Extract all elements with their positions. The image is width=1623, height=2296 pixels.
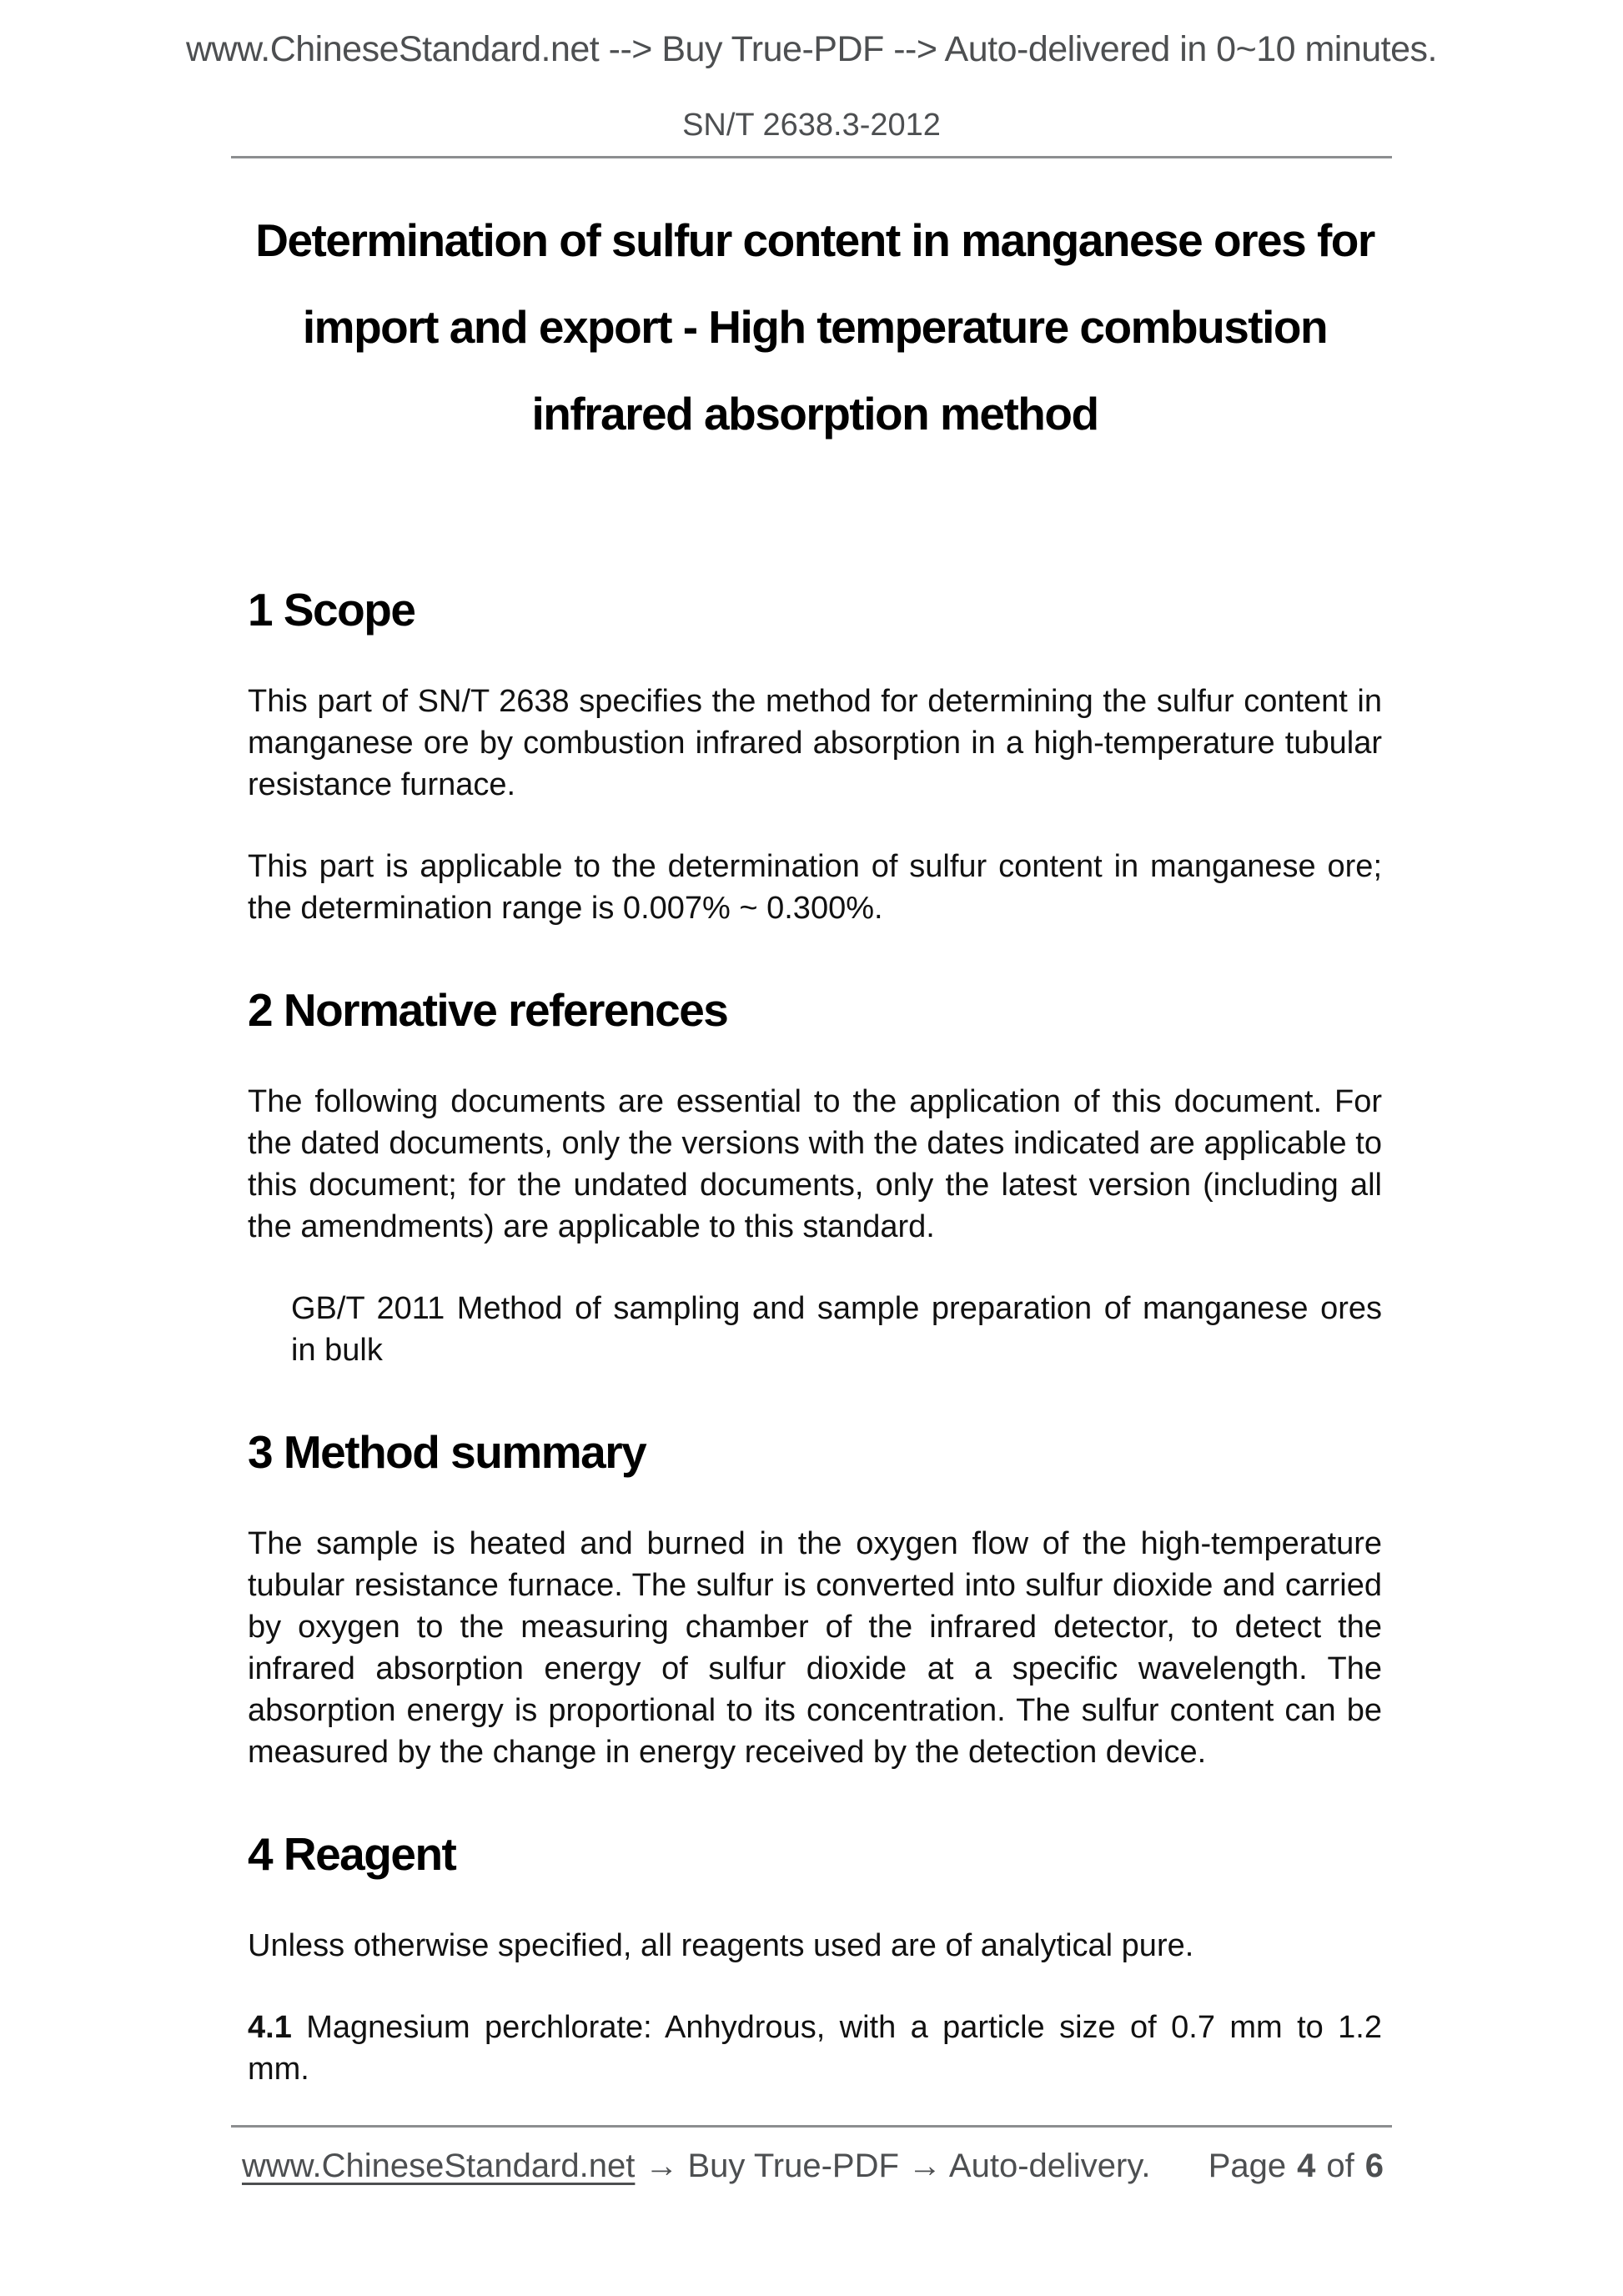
section-scope [248, 582, 1382, 929]
document-title [248, 197, 1382, 457]
section-normative-references [248, 982, 1382, 1371]
paragraph: Unless otherwise specified, all reagents used are of analytical pure. [248, 1928, 1194, 1963]
clause-text: Magnesium perchlorate: Anhydrous, with a particle size of 0.7 mm to 1.2 mm. [248, 2010, 1382, 2087]
footer-link[interactable]: www.ChineseStandard.net [242, 2148, 636, 2184]
page-footer [231, 2128, 1392, 2185]
title-line-3: infrared absorption method [531, 388, 1098, 440]
paragraph: This part is applicable to the determination of sulfur content in manganese ore; the determination range is 0.007% ~ 0.300%. [248, 849, 1382, 926]
paragraph: The sample is heated and burned in the oxygen flow of the high-temperature tubular resistance furnace. The sulfur is converted into sulfur dioxide and carried by oxygen to the measuring chamber of the infrared detector, to detect the infrared absorption energy of sulfur dioxide at a specific wavelength. The absorption energy is proportional to its concentration. The sulfur content can be measured by the change in energy received by the detection device. [248, 1526, 1382, 1770]
footer-left [242, 2148, 1151, 2185]
section-heading-method-summary: 3 Method summary [248, 1426, 646, 1478]
page-label: Page [1208, 2148, 1287, 2184]
section-reagent [248, 1826, 1382, 2090]
page-current: 4 [1297, 2148, 1316, 2184]
paragraph: The following documents are essential to the application of this document. For the dated documents, only the versions with the dates indicated are applicable to this document; for the undated documents, only the latest version (including all the amendments) are applicable to this standard. [248, 1084, 1382, 1244]
page-indicator [1208, 2148, 1384, 2185]
section-heading-scope: 1 Scope [248, 584, 415, 636]
header-tagline: www.ChineseStandard.net --> Buy True-PDF --> Auto-delivered in 0~10 minutes. [185, 29, 1437, 69]
page-header [0, 0, 1623, 145]
footer-tagline: → Buy True-PDF → Auto-delivery. [645, 2148, 1151, 2184]
doc-number: SN/T 2638.3-2012 [682, 108, 941, 143]
footer-rule [231, 2125, 1392, 2185]
title-line-2: import and export - High temperature combustion [302, 301, 1328, 353]
title-line-1: Determination of sulfur content in manganese ores for [255, 214, 1374, 266]
numbered-clause [248, 2007, 1382, 2090]
page-total: 6 [1364, 2148, 1384, 2184]
reference-paragraph: GB/T 2011 Method of sampling and sample preparation of manganese ores in bulk [291, 1291, 1382, 1368]
clause-number: 4.1 [248, 2010, 292, 2045]
section-heading-normative-references: 2 Normative references [248, 984, 728, 1036]
paragraph: This part of SN/T 2638 specifies the method for determining the sulfur content in manganese ore by combustion infrared absorption in a high-temperature tubular resistance furnace. [248, 684, 1382, 802]
section-method-summary [248, 1424, 1382, 1773]
section-heading-reagent: 4 Reagent [248, 1828, 456, 1880]
header-rule [231, 156, 1392, 158]
of-label: of [1326, 2148, 1354, 2184]
document-body [248, 197, 1382, 2090]
